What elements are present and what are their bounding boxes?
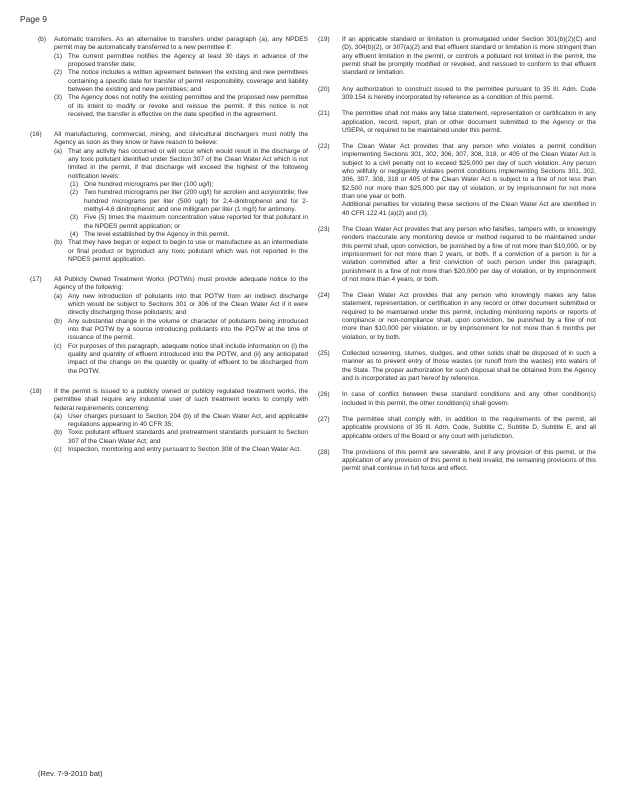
item-23 (318, 226, 596, 284)
item-label: (25) (318, 350, 330, 357)
left-column (30, 36, 308, 462)
sub-item: (c) For purposes of this paragraph, adequate notice shall include information on (i) the quality and quantity of effluent introduced into the POTW, and (ii) any anticipated impact of the change on the quantity or quality of effluent to be discharged from the POTW. (54, 342, 308, 375)
item-25 (318, 350, 596, 383)
item-text: In case of conflict between these standard conditions and any other condition(s) included in this permit, the other condition(s) shall govern. (342, 391, 596, 407)
item-21 (318, 110, 596, 135)
page-number: Page 9 (20, 14, 47, 24)
item-26 (318, 391, 596, 408)
item-b-automatic-transfers (30, 36, 308, 119)
item-label: (21) (318, 110, 330, 118)
item-text: If an applicable standard or limitation is promulgated under Section 301(b)(2)(C) and (D), 304(b)(2), or 307(a)(2) and that effluent standard or limitation is more stringent than any effluent limitation in the permit, or controls a pollutant not limited in the permit, the permit shall be promptly modified or revoked, and reissued to conform to that effluent standard or limitation. (342, 36, 596, 77)
item-18 (30, 388, 308, 455)
item-text: The Clean Water Act provides that any person who falsifies, tampers with, or knowingly renders inaccurate any monitoring device or method required to be maintained under this permit shall, upon conviction, be punished by a fine of not more than $10,000, or by imprisonment for not more than 2 years, or both. If a conviction of a person is for a violation committed after a first conviction of such person under this paragraph, punishment is a fine of not more than $20,000 per day of violation, or by imprisonment of not more than 4 years, or both. (342, 225, 596, 283)
sub-item: (a) Any new introduction of pollutants into that POTW from an indirect discharge which would be subject to Sections 301 or 306 of the Clean Water Act if it were directly discharging those pollutants; and (54, 292, 308, 317)
item-label: (18) (30, 387, 42, 395)
item-label: (b) (38, 36, 47, 43)
item-27 (318, 416, 596, 441)
item-label: (16) (30, 131, 42, 139)
item-label: (26) (318, 391, 330, 399)
item-label: (23) (318, 225, 330, 233)
item-text: The permittee shall not make any false statement, representation or certification in any application, record, report, plan or other document submitted to the Agency or the USEPA, or required to be maintained under this permit. (342, 110, 596, 134)
item-label: (24) (318, 292, 330, 300)
right-column (318, 36, 596, 482)
sub-item: (b) Toxic pollutant effluent standards and pretreatment standards pursuant to Section 307 of the Clean Water Act; and (54, 429, 308, 445)
sub-item: (a) User charges pursuant to Section 204 (b) of the Clean Water Act, and applicable regulations appearing in 40 CFR 35; (54, 412, 308, 429)
sub-item: (c) Inspection, monitoring and entry pursuant to Section 308 of the Clean Water Act. (54, 446, 302, 454)
item-label: (17) (30, 276, 42, 284)
item-text: Automatic transfers. As an alternative to transfers under paragraph (a), any NPDES permit may be automatically transferred to a new permittee if: (54, 36, 308, 52)
sub-item: (3) The Agency does not notify the existing permittee and the proposed new permittee of its intent to modify or revoke and reissue the permit. If this notice is not received, the transfer is effective on the date specified in the agreement. (54, 94, 308, 118)
item-text: The Clean Water Act provides that any person who knowingly makes any false statement, representation, or certification in any record or other document submitted or required to be maintained under this permit, including monitoring reports or reports of compliance or non-compliance shall, upon conviction, be punished by a fine of not more than $10,000 per violation, or by imprisonment for not more than 6 months per violation, or by both. (342, 292, 596, 341)
item-24 (318, 292, 596, 342)
item-19 (318, 36, 596, 78)
item-text: Any authorization to construct issued to the permittee pursuant to 35 Ill. Adm. Code 309.154 is hereby incorporated by reference as a condition of this permit. (342, 85, 596, 101)
item-28 (318, 449, 596, 474)
item-text: Collected screening, slurries, sludges, and other solids shall be disposed of in such a manner as to prevent entry of those wastes (or runoff from the wastes) into waters of the State. The proper authorization for such disposal shall be obtained from the Agency and is incorporated as part hereof by reference. (342, 350, 596, 382)
sub-item: (2) The notice includes a written agreement between the existing and new permittees containing a specific date for transfer of permit responsibility, coverage and liability between the existing and new permittees; and (54, 69, 308, 93)
sub-item: (b) That they have begun or expect to begin to use or manufacture as an intermediate or final product or byproduct any toxic pollutant which was not reported in the NPDES permit application. (54, 239, 308, 263)
sub-sub-item: (2) Two hundred micrograms per liter (200 ug/l) for acrolein and acrylonitrile; five hundred micrograms per liter (500 ug/l) for 2,4-dinitrophenol and for 2-methyl-4,6 dinitrophenol; and one milligram per liter (1 mg/l) for antimony. (70, 189, 308, 213)
item-label: (22) (318, 143, 330, 151)
item-22 (318, 143, 596, 218)
item-text: The Clean Water Act provides that any person who violates a permit condition implementing Sections 301, 302, 306, 307, 308, 318, or 405 of the Clean Water Act is subject to a civil penalty not to exceed $25,000 per day of such violation. Any person who willfully or negligently violates permit conditions implementing Sections 301, 302, 306, 307, 308, 318 or 405 of the Clean Water Act is subject to a fine of not less than $2,500 nor more than $25,000 per day of violation, or by imprisonment for not more than one year or both. (342, 143, 596, 200)
item-text-additional: Additional penalties for violating these sections of the Clean Water Act are identified in 40 CFR 122.41 (a)(2) and (3). (342, 201, 596, 217)
item-text: If the permit is issued to a publicly owned or publicly regulated treatment works, the permittee shall require any industrial user of such treatment works to comply with federal requirements concerning: (54, 387, 308, 412)
sub-item: (a) That any activity has occurred or will occur which would result in the discharge of any toxic pollutant identified under Section 307 of the Clean Water Act which is not limited in the permit, if that discharge will exceed the highest of the following notification levels: (1) One hundred micrograms per liter (100 ug/l); (2) Two hundred micrograms per liter (200 ug/l) for acrolein and acrylonitrile; five hundred micrograms per liter (500 ug/l) for 2,4-dinitrophenol and for 2-methyl-4,6 dinitrophenol; and one milligram per liter (1 mg/l) for antimony. (3) Five (5) times the maximum concentration value reported for that pollutant in the NPDES permit application; or (4) The level established by the Agency in this permit. (54, 147, 308, 238)
item-text: All manufacturing, commercial, mining, and silvicultural dischargers must notify the Agency as soon as they know or have reason to believe: (54, 131, 308, 147)
item-text: The provisions of this permit are severable, and if any provision of this permit, or the application of any provision of this permit is held invalid, the remaining provisions of this permit shall continue in full force and effect. (342, 448, 596, 473)
item-label: (28) (318, 448, 330, 456)
sub-item: (b) Any substantial change in the volume or character of pollutants being introduced into that POTW by a source introducing pollutants into the POTW at the time of issuance of the permit. (54, 317, 308, 342)
sub-item: (1) The current permittee notifies the Agency at least 30 days in advance of the proposed transfer date; (54, 52, 308, 68)
item-20 (318, 86, 596, 103)
sub-sub-item: (1) One hundred micrograms per liter (100 ug/l); (70, 181, 214, 188)
item-17 (30, 276, 308, 376)
sub-sub-item: (3) Five (5) times the maximum concentration value reported for that pollutant in the NPDES permit application; or (70, 214, 308, 230)
item-label: (20) (318, 85, 330, 93)
sub-sub-item: (4) The level established by the Agency in this permit. (70, 230, 230, 238)
item-text: The permittee shall comply with, in addition to the requirements of the permit, all applicable provisions of 35 Ill. Adm. Code, Subtitle C, Subtitle D, Subtitle E, and all applicable orders of the Board or any court with jurisdiction. (342, 415, 596, 440)
item-label: (27) (318, 415, 330, 423)
revision-footer: (Rev. 7-9-2010 bat) (38, 769, 103, 778)
item-label: (19) (318, 36, 330, 43)
item-text: All Publicly Owned Treatment Works (POTWs) must provide adequate notice to the Agency of the following: (54, 276, 308, 292)
item-16 (30, 131, 308, 264)
